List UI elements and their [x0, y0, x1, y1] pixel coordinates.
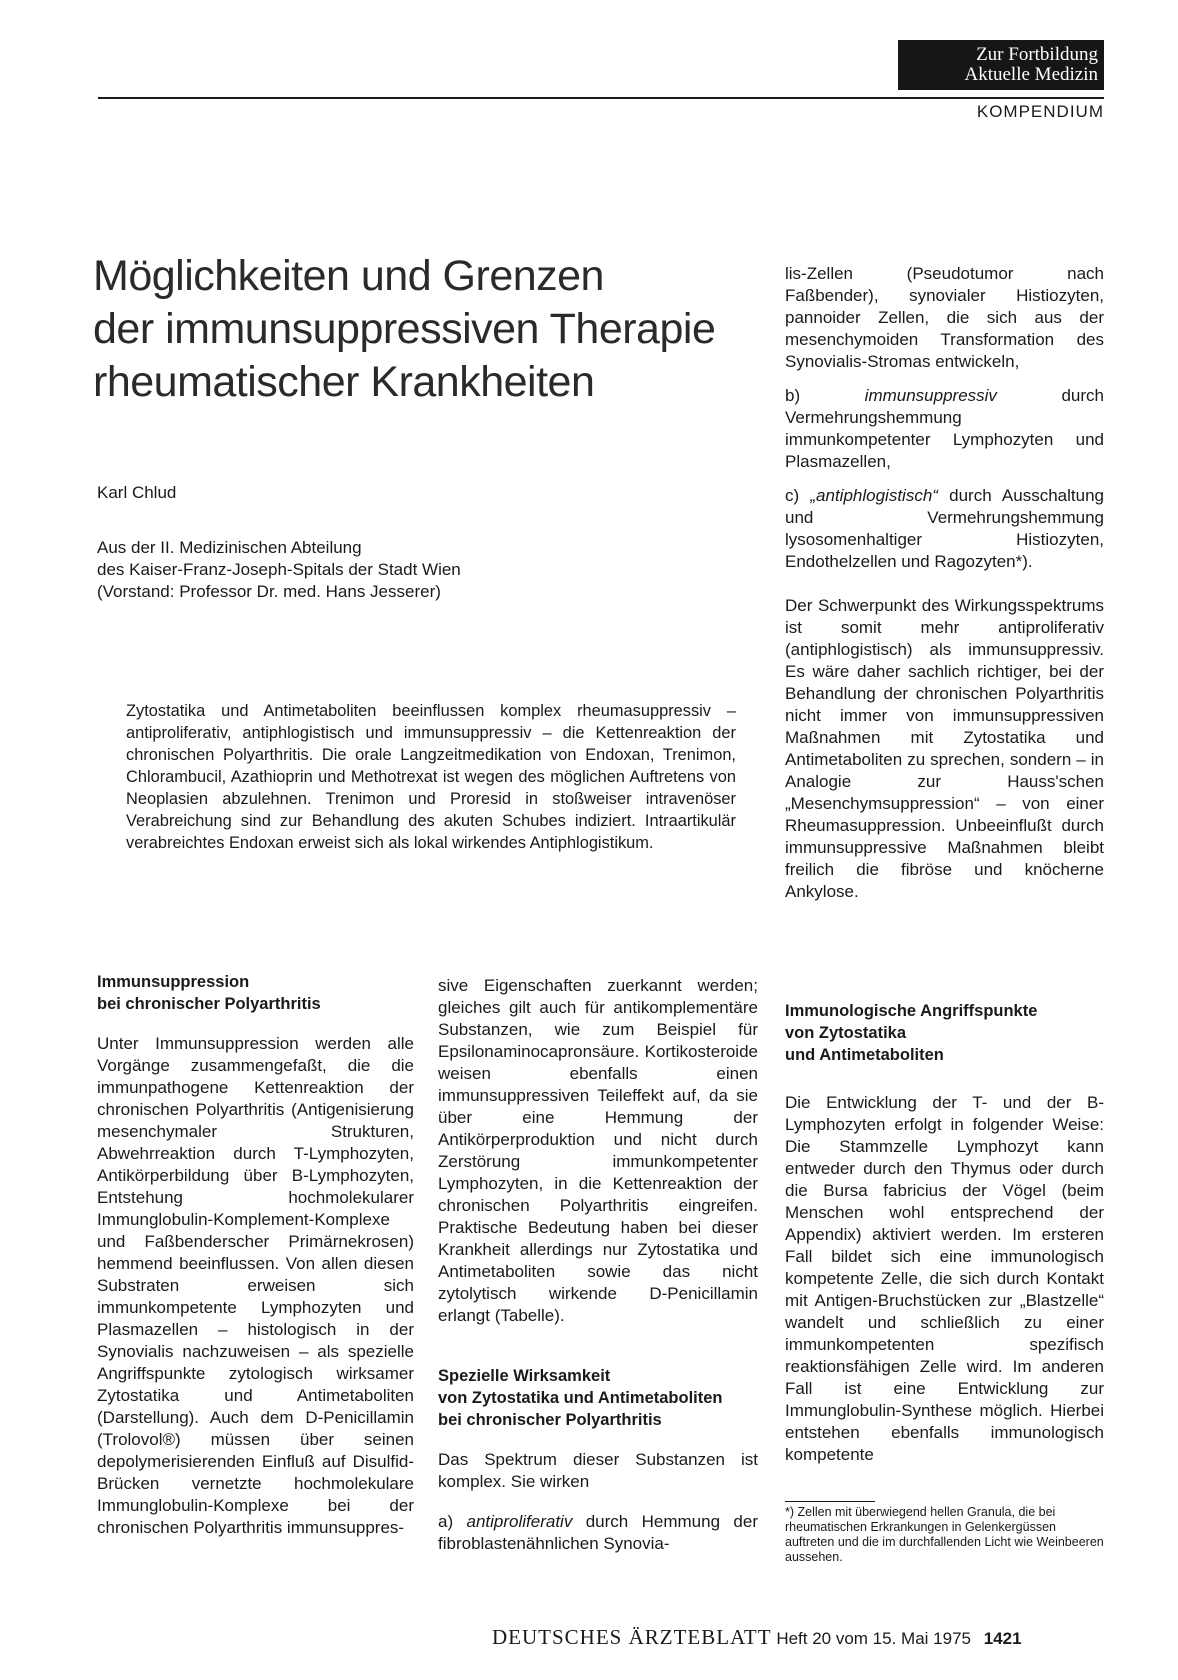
footnote: *) Zellen mit überwiegend hellen Granula, die bei rheumatischen Erkrankungen in Gelenkergüssen auftreten und die im durchfallenden Licht wie Weinbeeren aussehen.	[785, 1505, 1104, 1564]
body-paragraph: Unter Immunsuppression werden alle Vorgänge zusammengefaßt, die die immunpathogene Kettenreaktion der chronischen Polyarthritis (Antigenisierung mesenchymaler Strukturen, Abwehrreaktion durch T-Lymphozyten, Antikörperbildung über B-Lymphozyten, Entstehung hochmolekularer Immunglobulin-Komplement-Komplexe und Faßbenderscher Primärnekrosen) hemmend beeinflussen. Von allen diesen Substraten erweisen sich immunkompetente Lymphozyten und Plasmazellen – histologisch in der Synovialis nachzuweisen – als spezielle Angriffspunkte zytologisch wirksamer Zytostatika und Antimetaboliten (Darstellung). Auch dem D-Penicillamin (Trolovol®) müssen über seinen depolymerisierenden Einfluß auf Disulfid-Brücken vernetzte hochmolekulare Immunglobulin-Komplexe bei der chronischen Polyarthritis immunsuppres-	[97, 1034, 414, 1537]
journal-name: DEUTSCHES ÄRZTEBLATT	[492, 1625, 772, 1649]
heading-line: und Antimetaboliten	[785, 1046, 944, 1064]
heading-line: bei chronischer Polyarthritis	[438, 1411, 662, 1429]
section-badge	[898, 40, 1104, 90]
list-item-b	[785, 385, 1104, 473]
affiliation-line-2: des Kaiser-Franz-Joseph-Spitals der Stadt Wien	[97, 560, 461, 579]
emphasis: „antiphlogistisch“	[810, 486, 938, 505]
heading-line: Immunologische Angriffspunkte	[785, 1002, 1038, 1020]
body-paragraph: Der Schwerpunkt des Wirkungsspektrums ist somit mehr antiproliferativ (antiphlogistisch) als immunsuppressiv. Es wäre daher sachlich richtiger, bei der Behandlung der chronischen Polyarthritis nicht immer von immunsuppressiven Maßnahmen mit Zytostatika und Antimetaboliten zu sprechen, sondern – in Analogie zur Hauss'schen „Mesenchymsuppression“ – von einer Rheumasuppression. Unbeeinflußt durch immunsuppressive Maßnahmen bleibt freilich die fibröse und knöcherne Ankylose.	[785, 596, 1104, 901]
body-paragraph: Die Entwicklung der T- und der B-Lymphozyten erfolgt in folgender Weise: Die Stammzelle Lymphozyt kann entweder durch den Thymus oder durch die Bursa fabricius der Vögel (beim Menschen wohl entsprechend der Appendix) aktiviert werden. Im ersteren Fall bildet sich eine immunologisch kompetente Zelle, die sich durch Kontakt mit Antigen-Bruchstücken zur „Blastzelle“ wandelt und schließlich zu einer immunkompetenten spezifisch reaktionsfähigen Zelle wird. Im anderen Fall ist eine Entwicklung zur Immunglobulin-Synthese möglich. Hierbei entstehen ebenfalls immunologisch kompetente	[785, 1093, 1104, 1464]
heading-line: Spezielle Wirksamkeit	[438, 1367, 611, 1385]
list-item-a	[438, 1511, 758, 1555]
list-item-c	[785, 485, 1104, 573]
body-paragraph: Das Spektrum dieser Substanzen ist komplex. Sie wirken	[438, 1450, 758, 1491]
affiliation-line-3: (Vorstand: Professor Dr. med. Hans Jesserer)	[97, 582, 441, 601]
title-line-2: der immunsuppressiven Therapie	[93, 305, 716, 353]
page-footer	[492, 1625, 1022, 1650]
column-2	[438, 975, 758, 1567]
badge-line-2: Aktuelle Medizin	[964, 64, 1098, 85]
list-marker: b)	[785, 386, 865, 405]
page-number: 1421	[983, 1629, 1022, 1648]
heading-line: von Zytostatika	[785, 1024, 907, 1042]
list-text: durch Vermehrungshemmung immunkompetenter Lymphozyten und Plasmazellen,	[785, 386, 1105, 471]
body-paragraph: sive Eigenschaften zuerkannt werden; gleiches gilt auch für antikomplementäre Substanzen, wie zum Beispiel für Epsilonaminocapronsäure. Kortikosteroide weisen ebenfalls einen immunsuppressiven Teileffekt auf, da sie über eine Hemmung der Antikörperproduktion und nicht durch Zerstörung immunkompetenter Lymphozyten, in die Kettenreaktion der chronischen Polyarthritis eingreifen. Praktische Bedeutung haben bei dieser Krankheit allerdings nur Zytostatika und Antimetaboliten sowie das nicht zytolytisch wirkende D-Penicillamin erlangt (Tabelle).	[438, 976, 758, 1325]
section-heading-immunsuppression	[97, 971, 414, 1015]
list-marker: c)	[785, 486, 811, 505]
affiliation-line-1: Aus der II. Medizinischen Abteilung	[97, 538, 362, 557]
footnote-rule	[785, 1501, 875, 1502]
section-heading-immunologische-angriffspunkte	[785, 1000, 1104, 1066]
body-paragraph: lis-Zellen (Pseudotumor nach Faßbender), synovialer Histiozyten, pannoider Zellen, die sich aus der mesenchymoiden Transformation des Synovialis-Stromas entwickeln,	[785, 264, 1104, 371]
section-label: KOMPENDIUM	[976, 102, 1104, 121]
affiliation	[97, 537, 697, 603]
badge-line-1: Zur Fortbildung	[976, 44, 1098, 65]
title-line-3: rheumatischer Krankheiten	[93, 358, 595, 406]
section-heading-spezielle-wirksamkeit	[438, 1365, 758, 1431]
emphasis: immunsuppressiv	[864, 386, 997, 405]
column-1	[97, 971, 414, 1551]
list-text: durch Ausschaltung und Vermehrungshemmung lysosomenhaltiger Histiozyten, Endothelzellen und Ragozyten*).	[785, 486, 1104, 571]
author-name: Karl Chlud	[97, 483, 177, 502]
heading-line: bei chronischer Polyarthritis	[97, 995, 321, 1013]
list-marker: a)	[438, 1512, 467, 1531]
heading-line: von Zytostatika und Antimetaboliten	[438, 1389, 723, 1407]
list-text: durch Hemmung der fibroblastenähnlichen Synovia-	[438, 1512, 758, 1553]
issue-info: Heft 20 vom 15. Mai 1975	[776, 1629, 971, 1648]
column-3-lower	[785, 1000, 1104, 1478]
emphasis: antiproliferativ	[466, 1512, 573, 1531]
abstract: Zytostatika und Antimetaboliten beeinflussen komplex rheumasuppressiv – antiproliferativ, antiphlogistisch und immunsuppressiv – die Kettenreaktion der chronischen Polyarthritis. Die orale Langzeitmedikation von Endoxan, Trenimon, Chlorambucil, Azathioprin und Methotrexat ist wegen des möglichen Auftretens von Neoplasien abzulehnen. Trenimon und Proresid in stoßweiser intravenöser Verabreichung sind zur Behandlung des akuten Schubes indiziert. Intraartikulär verabreichtes Endoxan erweist sich als lokal wirkendes Antiphlogistikum.	[126, 702, 736, 852]
header-rule	[98, 97, 1104, 99]
title-line-1: Möglichkeiten und Grenzen	[93, 252, 604, 300]
article-title	[93, 250, 773, 409]
heading-line: Immunsuppression	[97, 973, 250, 991]
column-3	[785, 263, 1104, 915]
